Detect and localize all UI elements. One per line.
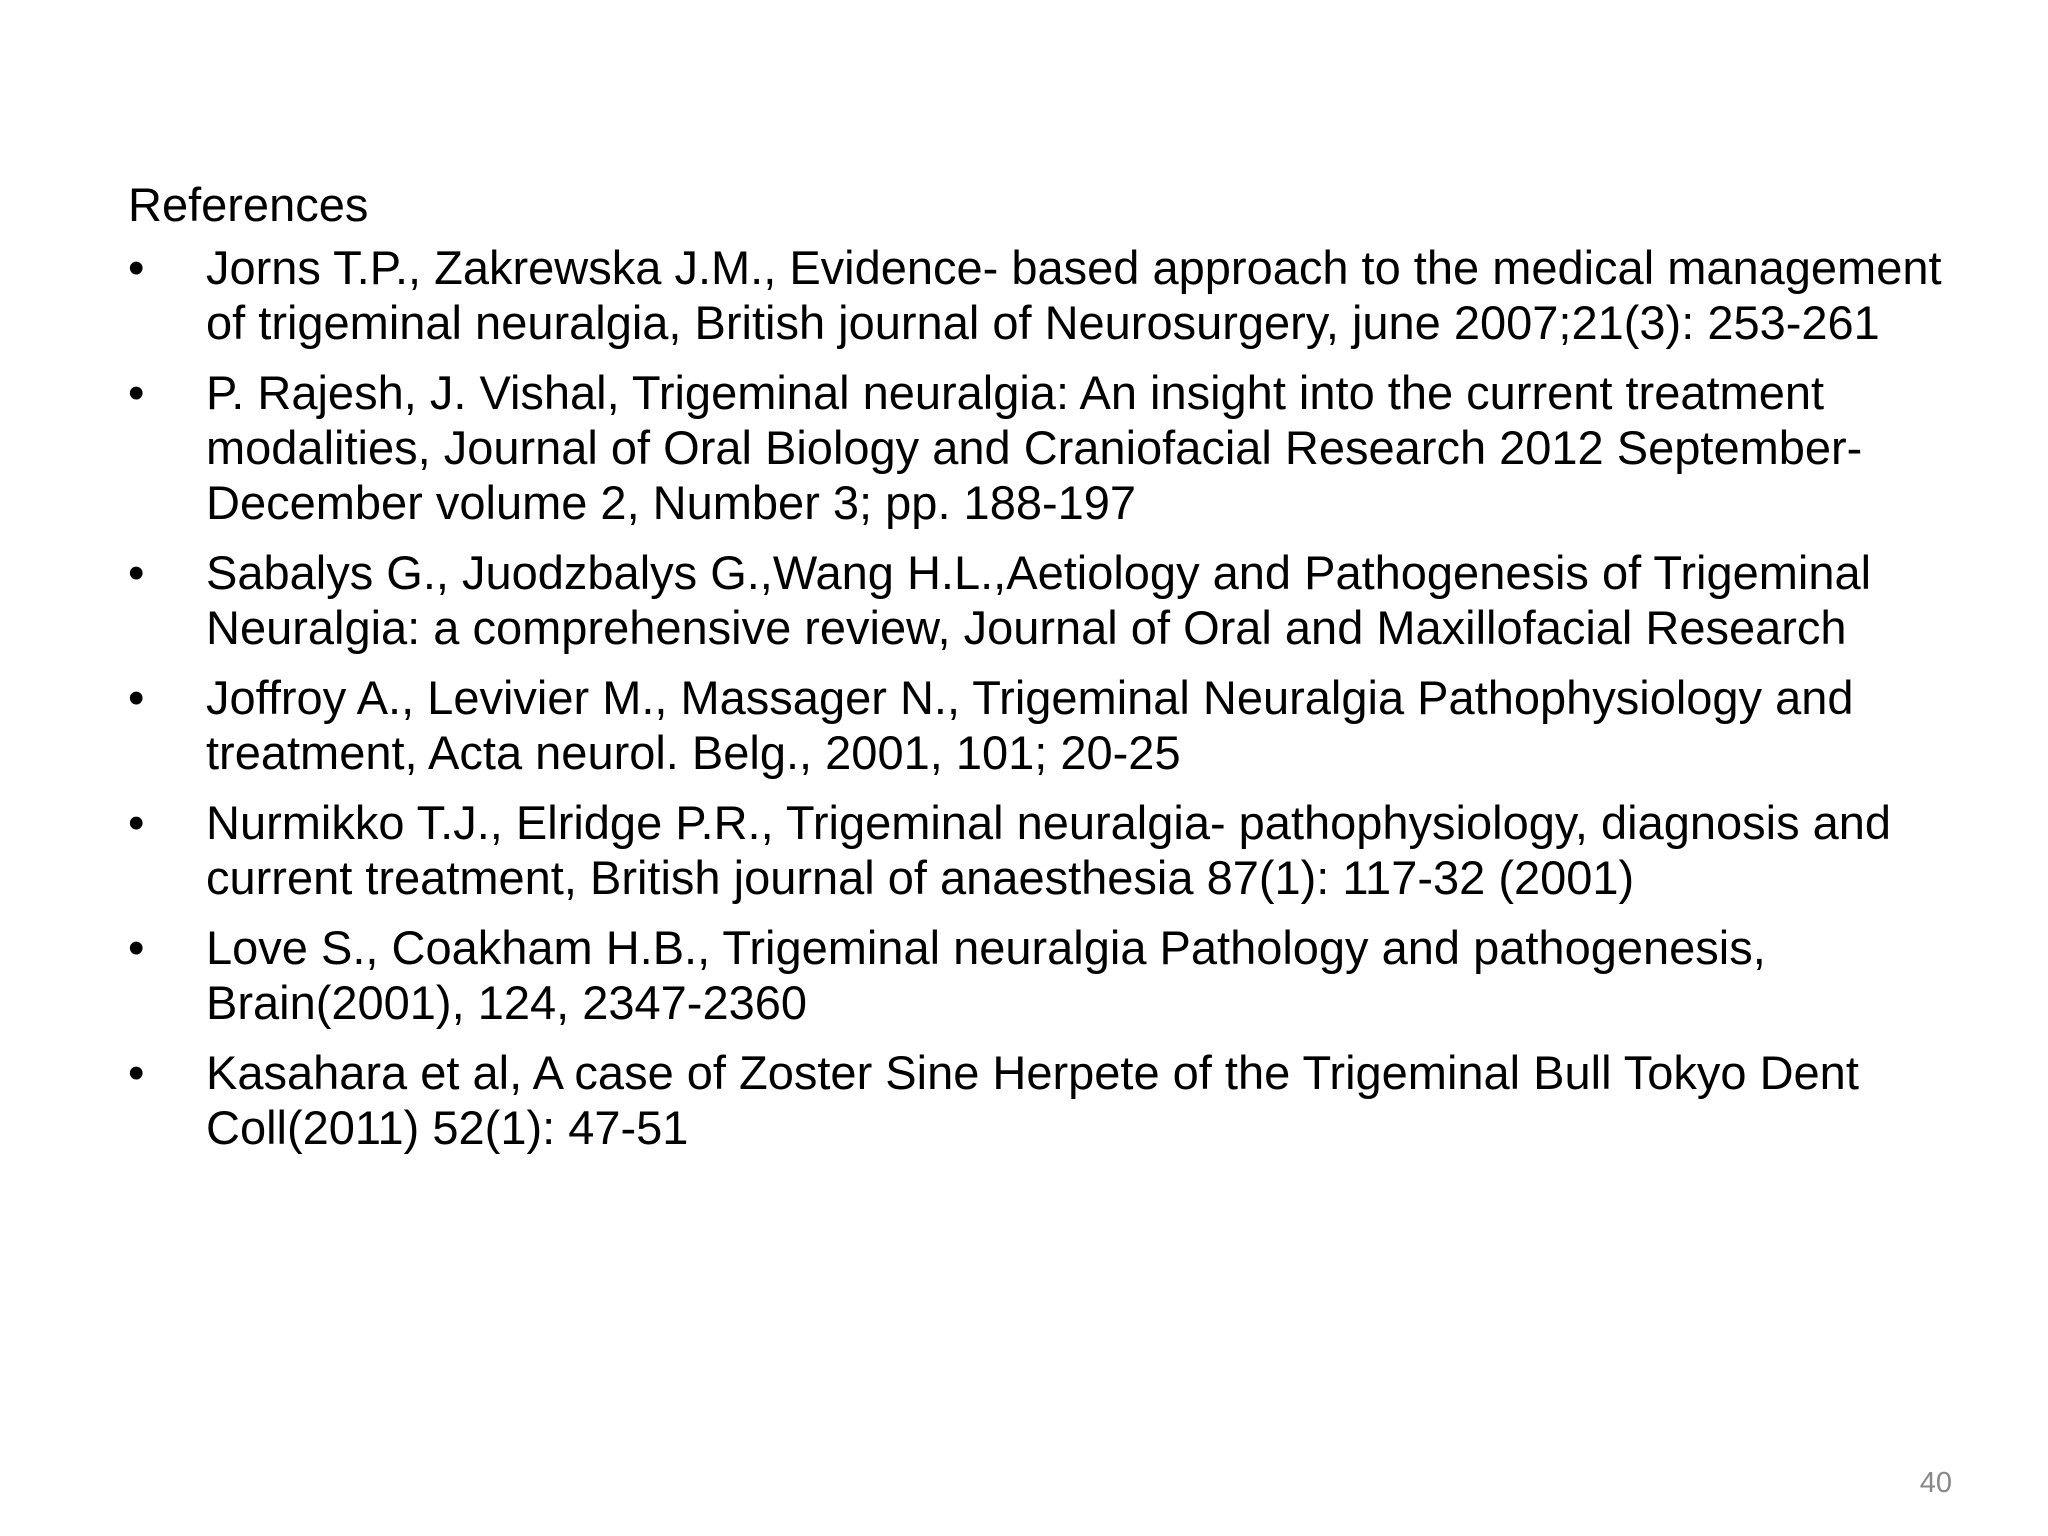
reference-text: Love S., Coakham H.B., Trigeminal neuralgia Pathology and pathogenesis, Brain(2001), 124, 2347-2360 — [206, 921, 1766, 1029]
reference-item — [128, 240, 1958, 350]
reference-text: Kasahara et al, A case of Zoster Sine Herpete of the Trigeminal Bull Tokyo Dent Coll(2011) 52(1): 47-51 — [206, 1046, 1859, 1154]
bullet-icon: • — [128, 1046, 145, 1099]
reference-text: Jorns T.P., Zakrewska J.M., Evidence- based approach to the medical management of trigeminal neuralgia, British journal of Neurosurgery, june 2007;21(3): 253-261 — [206, 241, 1942, 349]
bullet-icon: • — [128, 546, 145, 599]
page-number: 40 — [1919, 1467, 1952, 1499]
reference-text: Joffroy A., Levivier M., Massager N., Trigeminal Neuralgia Pathophysiology and treatment, Acta neurol. Belg., 2001, 101; 20-25 — [206, 671, 1854, 779]
bullet-icon: • — [128, 366, 145, 419]
reference-item — [128, 795, 1958, 905]
reference-item — [128, 365, 1958, 530]
reference-item — [128, 920, 1958, 1030]
bullet-icon: • — [128, 241, 145, 294]
reference-text: Sabalys G., Juodzbalys G.,Wang H.L.,Aetiology and Pathogenesis of Trigeminal Neuralgia: a comprehensive review, Journal of Oral and Maxillofacial Research — [206, 546, 1872, 654]
bullet-icon: • — [128, 671, 145, 724]
reference-list — [128, 240, 1958, 1155]
bullet-icon: • — [128, 796, 145, 849]
slide-content — [128, 176, 1958, 1170]
references-heading: References — [128, 178, 369, 231]
reference-item — [128, 1045, 1958, 1155]
bullet-icon: • — [128, 921, 145, 974]
reference-item — [128, 545, 1958, 655]
reference-text: P. Rajesh, J. Vishal, Trigeminal neuralgia: An insight into the current treatment modalities, Journal of Oral Biology and Craniofacial Research 2012 September- December volume 2, Number 3; pp. 188-197 — [206, 366, 1863, 529]
reference-item — [128, 670, 1958, 780]
reference-text: Nurmikko T.J., Elridge P.R., Trigeminal neuralgia- pathophysiology, diagnosis and current treatment, British journal of anaesthesia 87(1): 117-32 (2001) — [206, 796, 1892, 904]
